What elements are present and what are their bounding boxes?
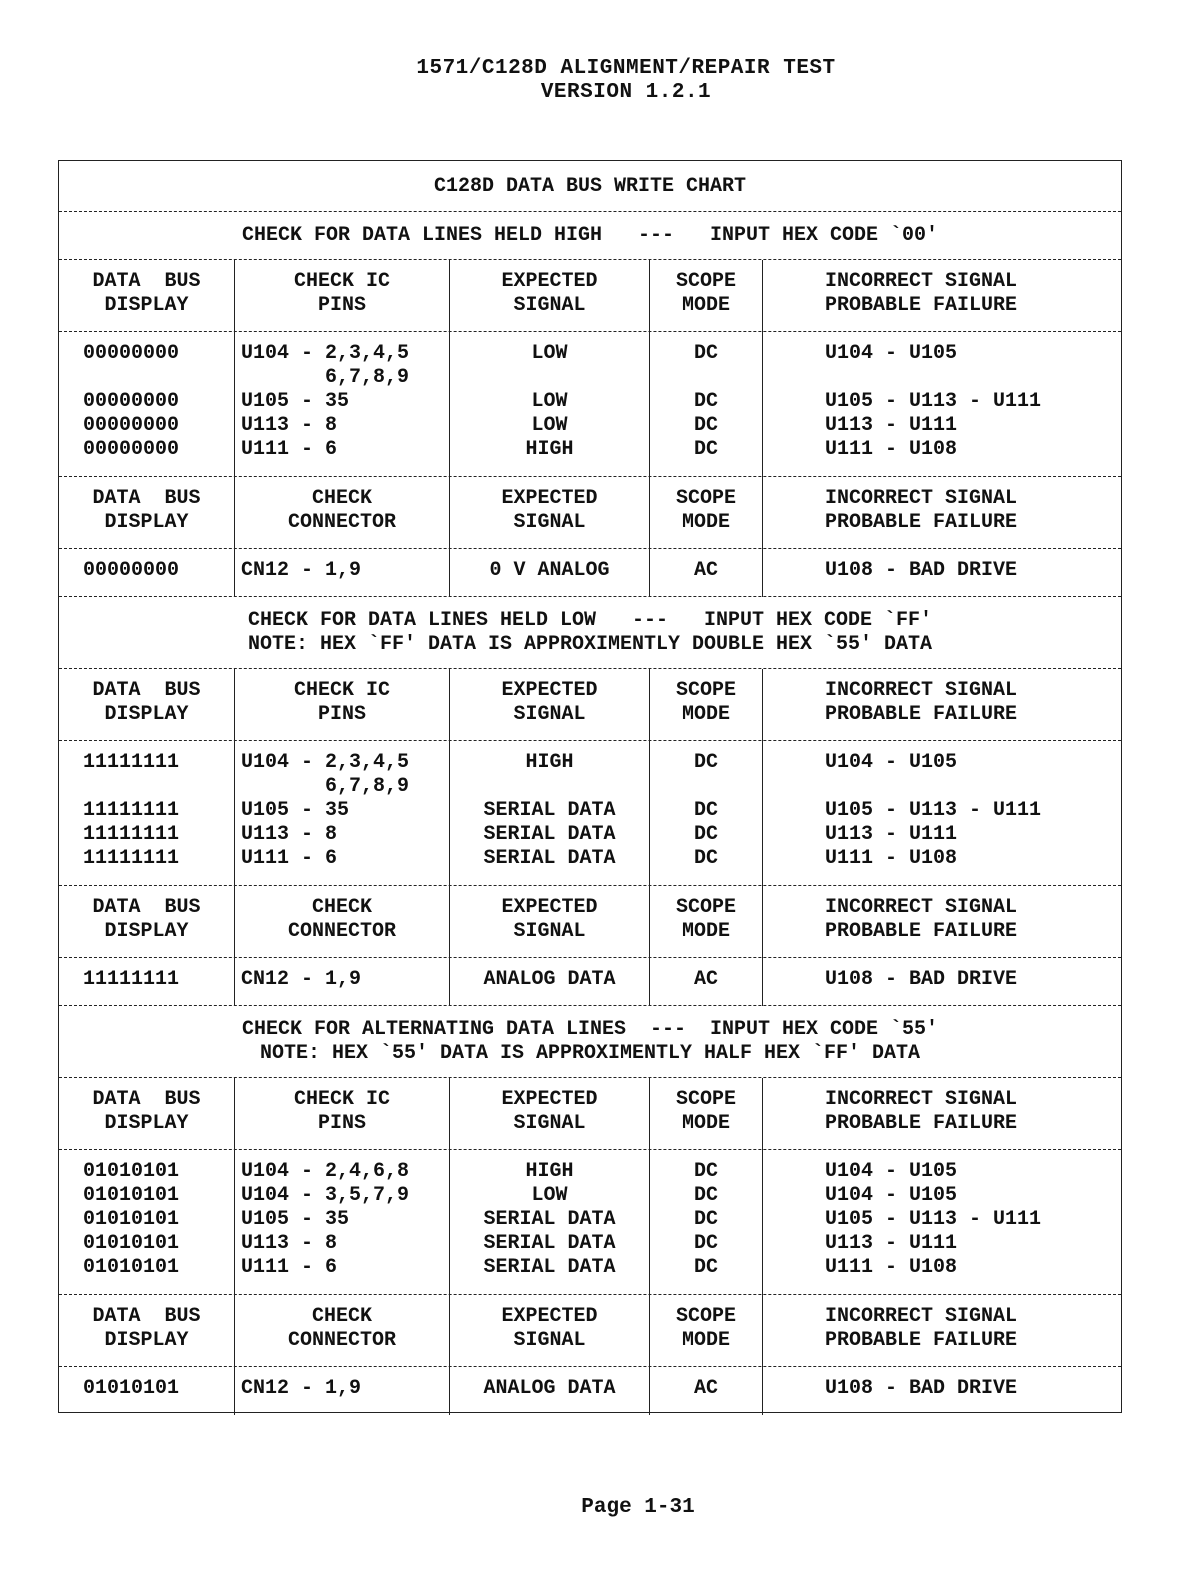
conn-row-mode-cell bbox=[649, 549, 762, 597]
header-mode-cell bbox=[649, 477, 762, 549]
probable-failure-value: U105 - U113 - U111 bbox=[825, 390, 1042, 413]
probable-failure-value: U111 - U108 bbox=[825, 438, 958, 461]
expected-signal-value: ANALOG DATA bbox=[483, 1377, 616, 1400]
ic-row-mode-cell bbox=[649, 741, 762, 886]
document-version: VERSION 1.2.1 bbox=[540, 81, 712, 104]
ic-row-failure-cell bbox=[762, 1150, 1121, 1295]
ic-row-failure-cell bbox=[762, 332, 1121, 477]
header-label: EXPECTED bbox=[501, 487, 598, 510]
header-signal-cell bbox=[449, 669, 649, 741]
ic-row-display-cell bbox=[59, 332, 234, 477]
header-label: INCORRECT SIGNAL bbox=[825, 270, 1018, 293]
header-label: PINS bbox=[317, 703, 366, 726]
probable-failure-value: U104 - U105 bbox=[825, 1160, 958, 1183]
probable-failure-value: U104 - U105 bbox=[825, 342, 958, 365]
conn-row-failure-cell bbox=[762, 1367, 1121, 1415]
header-label: EXPECTED bbox=[501, 1088, 598, 1111]
ic-row-pins-cell bbox=[234, 741, 449, 886]
header-label: CONNECTOR bbox=[287, 1329, 397, 1352]
ic-check-rows bbox=[59, 1149, 1121, 1295]
header-label: DISPLAY bbox=[104, 920, 189, 943]
header-label: MODE bbox=[681, 294, 730, 317]
header-pins-cell bbox=[234, 1295, 449, 1367]
check-ic-pins-value: U104 - 2,4,6,8 bbox=[241, 1160, 410, 1183]
header-label: CHECK IC bbox=[293, 1088, 390, 1111]
expected-signal-value: HIGH bbox=[525, 438, 574, 461]
spacer bbox=[450, 775, 649, 799]
conn-row-signal-cell bbox=[449, 1367, 649, 1415]
probable-failure-value: U113 - U111 bbox=[825, 823, 958, 846]
header-label: DATA BUS bbox=[92, 1088, 201, 1111]
header-pins-cell bbox=[234, 886, 449, 958]
section-note: NOTE: HEX `FF' DATA IS APPROXIMENTLY DOUBLE HEX `55' DATA bbox=[247, 633, 933, 656]
header-display-cell bbox=[59, 1078, 234, 1150]
expected-signal-value: SERIAL DATA bbox=[483, 1232, 616, 1255]
scope-mode-value: DC bbox=[693, 823, 718, 846]
probable-failure-value: U111 - U108 bbox=[825, 847, 958, 870]
data-bus-display-value: 11111111 bbox=[83, 968, 180, 991]
ic-row-signal-cell bbox=[449, 1150, 649, 1295]
data-bus-display-value: 00000000 bbox=[83, 559, 180, 582]
check-ic-pins-value: U111 - 6 bbox=[241, 438, 338, 461]
header-label: SCOPE bbox=[675, 1088, 736, 1111]
section-banner bbox=[59, 596, 1121, 669]
probable-failure-value: U108 - BAD DRIVE bbox=[825, 1377, 1018, 1400]
ic-check-rows bbox=[59, 331, 1121, 477]
header-label: DISPLAY bbox=[104, 1329, 189, 1352]
data-bus-display-value: 01010101 bbox=[83, 1232, 180, 1255]
header-label: SIGNAL bbox=[513, 1112, 586, 1135]
header-label: SIGNAL bbox=[513, 703, 586, 726]
connector-check-row bbox=[59, 957, 1121, 1006]
conn-row-display-cell bbox=[59, 549, 234, 597]
header-label: EXPECTED bbox=[501, 1305, 598, 1328]
header-signal-cell bbox=[449, 1295, 649, 1367]
scope-mode-value: AC bbox=[693, 968, 718, 991]
section-instruction: CHECK FOR DATA LINES HELD HIGH --- INPUT HEX CODE `00' bbox=[241, 224, 939, 247]
conn-row-failure-cell bbox=[762, 958, 1121, 1006]
header-display-cell bbox=[59, 886, 234, 958]
probable-failure-value: U105 - U113 - U111 bbox=[825, 799, 1042, 822]
header-label: CHECK IC bbox=[293, 679, 390, 702]
section-instruction: CHECK FOR ALTERNATING DATA LINES --- INPUT HEX CODE `55' bbox=[241, 1018, 939, 1041]
page-number: Page 1-31 bbox=[581, 1496, 695, 1519]
header-label: DISPLAY bbox=[104, 511, 189, 534]
header-label: EXPECTED bbox=[501, 679, 598, 702]
check-ic-pins-value: U113 - 8 bbox=[241, 1232, 338, 1255]
header-display-cell bbox=[59, 1295, 234, 1367]
column-header-row bbox=[59, 885, 1121, 958]
header-label: CHECK IC bbox=[293, 270, 390, 293]
header-label: MODE bbox=[681, 511, 730, 534]
conn-row-mode-cell bbox=[649, 1367, 762, 1415]
header-label: DATA BUS bbox=[92, 487, 201, 510]
scope-mode-value: DC bbox=[693, 1256, 718, 1279]
probable-failure-value: U104 - U105 bbox=[825, 1184, 958, 1207]
spacer bbox=[83, 366, 234, 390]
check-ic-pins-value: U105 - 35 bbox=[241, 799, 350, 822]
column-header-row bbox=[59, 668, 1121, 741]
expected-signal-value: LOW bbox=[531, 1184, 568, 1207]
data-bus-display-value: 01010101 bbox=[83, 1160, 180, 1183]
header-label: SCOPE bbox=[675, 1305, 736, 1328]
ic-row-pins-cell bbox=[234, 332, 449, 477]
data-bus-display-value: 11111111 bbox=[83, 799, 180, 822]
header-label: DATA BUS bbox=[92, 679, 201, 702]
scope-mode-value: DC bbox=[693, 438, 718, 461]
header-label: CONNECTOR bbox=[287, 920, 397, 943]
connector-check-row bbox=[59, 1366, 1121, 1415]
spacer bbox=[650, 775, 762, 799]
scope-mode-value: DC bbox=[693, 847, 718, 870]
data-bus-display-value: 01010101 bbox=[83, 1256, 180, 1279]
header-label: SCOPE bbox=[675, 487, 736, 510]
header-pins-cell bbox=[234, 1078, 449, 1150]
header-label: DISPLAY bbox=[104, 703, 189, 726]
expected-signal-value: SERIAL DATA bbox=[483, 799, 616, 822]
scope-mode-value: DC bbox=[693, 1184, 718, 1207]
spacer bbox=[450, 366, 649, 390]
probable-failure-value: U108 - BAD DRIVE bbox=[825, 968, 1018, 991]
header-label: DISPLAY bbox=[104, 294, 189, 317]
header-label: MODE bbox=[681, 703, 730, 726]
header-label: INCORRECT SIGNAL bbox=[825, 679, 1018, 702]
header-pins-cell bbox=[234, 260, 449, 332]
scope-mode-value: DC bbox=[693, 751, 718, 774]
check-ic-pins-value: U104 - 3,5,7,9 bbox=[241, 1184, 410, 1207]
expected-signal-value: LOW bbox=[531, 390, 568, 413]
ic-row-pins-cell bbox=[234, 1150, 449, 1295]
header-label: SIGNAL bbox=[513, 920, 586, 943]
header-display-cell bbox=[59, 477, 234, 549]
check-ic-pins-value: U113 - 8 bbox=[241, 823, 338, 846]
ic-row-signal-cell bbox=[449, 332, 649, 477]
header-label: MODE bbox=[681, 1112, 730, 1135]
section-banner bbox=[59, 211, 1121, 260]
column-header-row bbox=[59, 259, 1121, 332]
scope-mode-value: AC bbox=[693, 559, 718, 582]
data-bus-display-value: 00000000 bbox=[83, 342, 180, 365]
data-bus-display-value: 00000000 bbox=[83, 414, 180, 437]
header-label: EXPECTED bbox=[501, 270, 598, 293]
data-bus-display-value: 01010101 bbox=[83, 1208, 180, 1231]
column-header-row bbox=[59, 476, 1121, 549]
spacer bbox=[825, 366, 1121, 390]
header-signal-cell bbox=[449, 477, 649, 549]
data-bus-write-chart bbox=[58, 160, 1122, 1413]
expected-signal-value: LOW bbox=[531, 342, 568, 365]
data-bus-display-value: 00000000 bbox=[83, 438, 180, 461]
chart-title: C128D DATA BUS WRITE CHART bbox=[433, 174, 747, 198]
check-connector-value: CN12 - 1,9 bbox=[241, 559, 362, 582]
header-label: SCOPE bbox=[675, 270, 736, 293]
ic-row-failure-cell bbox=[762, 741, 1121, 886]
header-label: MODE bbox=[681, 920, 730, 943]
expected-signal-value: ANALOG DATA bbox=[483, 968, 616, 991]
conn-row-pins-cell bbox=[234, 1367, 449, 1415]
data-bus-display-value: 11111111 bbox=[83, 751, 180, 774]
check-connector-value: CN12 - 1,9 bbox=[241, 1377, 362, 1400]
header-mode-cell bbox=[649, 260, 762, 332]
data-bus-display-value: 11111111 bbox=[83, 823, 180, 846]
expected-signal-value: SERIAL DATA bbox=[483, 823, 616, 846]
header-label: MODE bbox=[681, 1329, 730, 1352]
check-ic-pins-continued: 6,7,8,9 bbox=[241, 775, 410, 798]
scope-mode-value: AC bbox=[693, 1377, 718, 1400]
header-failure-cell bbox=[762, 1078, 1121, 1150]
document-title: 1571/C128D ALIGNMENT/REPAIR TEST bbox=[416, 57, 836, 80]
conn-row-pins-cell bbox=[234, 958, 449, 1006]
header-label: DISPLAY bbox=[104, 1112, 189, 1135]
check-ic-pins-value: U104 - 2,3,4,5 bbox=[241, 751, 410, 774]
header-signal-cell bbox=[449, 886, 649, 958]
header-label: INCORRECT SIGNAL bbox=[825, 1305, 1018, 1328]
spacer bbox=[825, 775, 1121, 799]
conn-row-pins-cell bbox=[234, 549, 449, 597]
header-failure-cell bbox=[762, 1295, 1121, 1367]
expected-signal-value: HIGH bbox=[525, 751, 574, 774]
header-label: PROBABLE FAILURE bbox=[825, 1329, 1018, 1352]
header-mode-cell bbox=[649, 1078, 762, 1150]
check-ic-pins-continued: 6,7,8,9 bbox=[241, 366, 410, 389]
ic-row-display-cell bbox=[59, 741, 234, 886]
header-label: CHECK bbox=[311, 896, 372, 919]
probable-failure-value: U113 - U111 bbox=[825, 1232, 958, 1255]
spacer bbox=[83, 775, 234, 799]
spacer bbox=[650, 366, 762, 390]
header-label: SIGNAL bbox=[513, 294, 586, 317]
check-ic-pins-value: U104 - 2,3,4,5 bbox=[241, 342, 410, 365]
scope-mode-value: DC bbox=[693, 799, 718, 822]
header-label: SCOPE bbox=[675, 896, 736, 919]
data-bus-display-value: 01010101 bbox=[83, 1184, 180, 1207]
header-label: PROBABLE FAILURE bbox=[825, 511, 1018, 534]
header-label: INCORRECT SIGNAL bbox=[825, 896, 1018, 919]
conn-row-display-cell bbox=[59, 1367, 234, 1415]
header-pins-cell bbox=[234, 669, 449, 741]
header-failure-cell bbox=[762, 260, 1121, 332]
ic-row-signal-cell bbox=[449, 741, 649, 886]
header-label: DATA BUS bbox=[92, 270, 201, 293]
scope-mode-value: DC bbox=[693, 390, 718, 413]
header-failure-cell bbox=[762, 669, 1121, 741]
column-header-row bbox=[59, 1294, 1121, 1367]
check-connector-value: CN12 - 1,9 bbox=[241, 968, 362, 991]
scope-mode-value: DC bbox=[693, 414, 718, 437]
header-label: PROBABLE FAILURE bbox=[825, 920, 1018, 943]
ic-check-rows bbox=[59, 740, 1121, 886]
section-banner bbox=[59, 1005, 1121, 1078]
header-label: PROBABLE FAILURE bbox=[825, 703, 1018, 726]
conn-row-signal-cell bbox=[449, 549, 649, 597]
header-label: INCORRECT SIGNAL bbox=[825, 1088, 1018, 1111]
header-signal-cell bbox=[449, 260, 649, 332]
expected-signal-value: LOW bbox=[531, 414, 568, 437]
check-ic-pins-value: U105 - 35 bbox=[241, 1208, 350, 1231]
header-display-cell bbox=[59, 260, 234, 332]
header-label: DATA BUS bbox=[92, 896, 201, 919]
probable-failure-value: U105 - U113 - U111 bbox=[825, 1208, 1042, 1231]
check-ic-pins-value: U105 - 35 bbox=[241, 390, 350, 413]
header-mode-cell bbox=[649, 669, 762, 741]
probable-failure-value: U111 - U108 bbox=[825, 1256, 958, 1279]
header-label: CHECK bbox=[311, 1305, 372, 1328]
probable-failure-value: U113 - U111 bbox=[825, 414, 958, 437]
probable-failure-value: U104 - U105 bbox=[825, 751, 958, 774]
header-label: PROBABLE FAILURE bbox=[825, 294, 1018, 317]
conn-row-mode-cell bbox=[649, 958, 762, 1006]
header-label: PINS bbox=[317, 294, 366, 317]
header-mode-cell bbox=[649, 1295, 762, 1367]
ic-row-mode-cell bbox=[649, 1150, 762, 1295]
section-note: NOTE: HEX `55' DATA IS APPROXIMENTLY HALF HEX `FF' DATA bbox=[259, 1042, 921, 1065]
check-ic-pins-value: U113 - 8 bbox=[241, 414, 338, 437]
expected-signal-value: HIGH bbox=[525, 1160, 574, 1183]
connector-check-row bbox=[59, 548, 1121, 597]
data-bus-display-value: 11111111 bbox=[83, 847, 180, 870]
check-ic-pins-value: U111 - 6 bbox=[241, 847, 338, 870]
scope-mode-value: DC bbox=[693, 342, 718, 365]
data-bus-display-value: 01010101 bbox=[83, 1377, 180, 1400]
scope-mode-value: DC bbox=[693, 1160, 718, 1183]
header-failure-cell bbox=[762, 886, 1121, 958]
conn-row-display-cell bbox=[59, 958, 234, 1006]
header-failure-cell bbox=[762, 477, 1121, 549]
ic-row-display-cell bbox=[59, 1150, 234, 1295]
header-label: SIGNAL bbox=[513, 1329, 586, 1352]
header-label: DATA BUS bbox=[92, 1305, 201, 1328]
chart-title-row bbox=[59, 161, 1121, 211]
conn-row-signal-cell bbox=[449, 958, 649, 1006]
expected-signal-value: 0 V ANALOG bbox=[489, 559, 610, 582]
section-instruction: CHECK FOR DATA LINES HELD LOW --- INPUT HEX CODE `FF' bbox=[247, 609, 933, 632]
expected-signal-value: SERIAL DATA bbox=[483, 847, 616, 870]
header-display-cell bbox=[59, 669, 234, 741]
header-label: PINS bbox=[317, 1112, 366, 1135]
header-label: INCORRECT SIGNAL bbox=[825, 487, 1018, 510]
header-label: SCOPE bbox=[675, 679, 736, 702]
expected-signal-value: SERIAL DATA bbox=[483, 1256, 616, 1279]
data-bus-display-value: 00000000 bbox=[83, 390, 180, 413]
header-label: PROBABLE FAILURE bbox=[825, 1112, 1018, 1135]
check-ic-pins-value: U111 - 6 bbox=[241, 1256, 338, 1279]
header-mode-cell bbox=[649, 886, 762, 958]
header-label: CONNECTOR bbox=[287, 511, 397, 534]
ic-row-mode-cell bbox=[649, 332, 762, 477]
column-header-row bbox=[59, 1077, 1121, 1150]
header-label: CHECK bbox=[311, 487, 372, 510]
header-pins-cell bbox=[234, 477, 449, 549]
header-label: SIGNAL bbox=[513, 511, 586, 534]
scope-mode-value: DC bbox=[693, 1208, 718, 1231]
probable-failure-value: U108 - BAD DRIVE bbox=[825, 559, 1018, 582]
header-signal-cell bbox=[449, 1078, 649, 1150]
expected-signal-value: SERIAL DATA bbox=[483, 1208, 616, 1231]
header-label: EXPECTED bbox=[501, 896, 598, 919]
scope-mode-value: DC bbox=[693, 1232, 718, 1255]
conn-row-failure-cell bbox=[762, 549, 1121, 597]
